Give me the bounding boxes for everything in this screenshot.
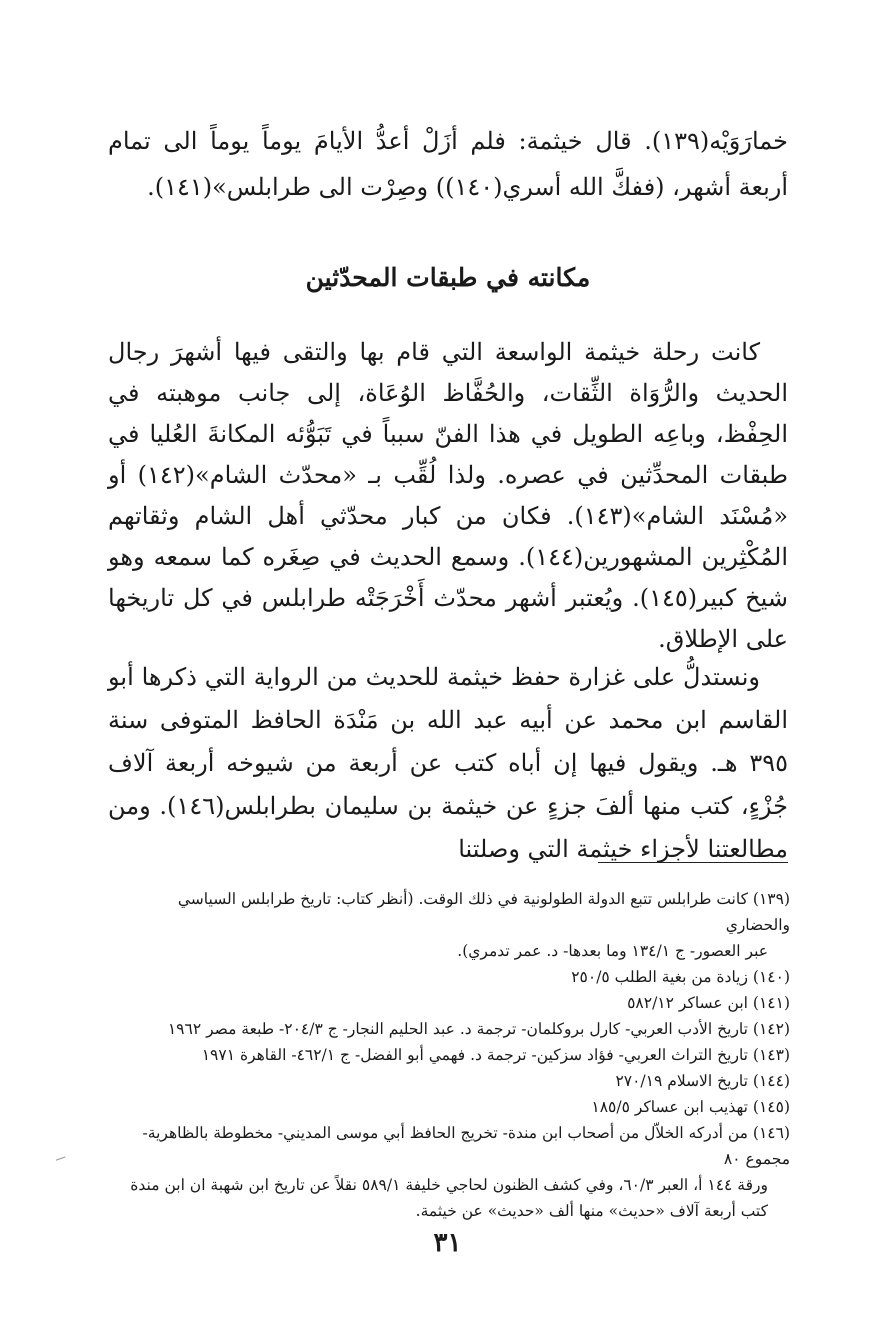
footnote-continuation: ورقة ١٤٤ أ، العبر ٦٠/٣، وفي كشف الظنون لحاجي خليفة ٥٨٩/١ نقلاً عن تاريخ ابن شهبة ان ابن مندة كتب أربعة آلاف «حديث» منها ألف «حديث» عن خيثمة. [130, 1176, 768, 1220]
footnote-text: (١٤٣) تاريخ التراث العربي- فؤاد سزكين- ترجمة د. فهمي أبو الفضل- ج ٤٦٢/١- القاهرة ١٩٧١ [201, 1046, 790, 1064]
margin-mark [56, 1156, 66, 1162]
footnote-140 [110, 964, 790, 990]
footnote-separator [598, 862, 788, 863]
footnote-text: (١٤٠) زيادة من بغية الطلب ٢٥٠/٥ [571, 968, 790, 986]
footnote-142 [110, 1016, 790, 1042]
footnote-text: (١٤٤) تاريخ الاسلام ٢٧٠/١٩ [615, 1072, 790, 1090]
footnote-145 [110, 1094, 790, 1120]
footnote-text: (١٣٩) كانت طرابلس تتبع الدولة الطولونية في ذلك الوقت. (أنظر كتاب: تاريخ طرابلس السياسي والحضاري [177, 890, 790, 934]
intro-paragraph: خمارَوَيْه(١٣٩). قال خيثمة: فلم أزَلْ أعدُّ الأيامَ يوماً يوماً الى تمام أربعة أشهر، (ففكَّ الله أسري(١٤٠)) وصِرْت الى طرابلس»(١٤١). [108, 127, 788, 201]
footnote-146 [110, 1120, 790, 1224]
footnote-144 [110, 1068, 790, 1094]
footnote-text: (١٤٥) تهذيب ابن عساكر ١٨٥/٥ [591, 1098, 790, 1116]
footnote-continuation: عبر العصور- ج ١٣٤/١ وما بعدها- د. عمر تدمري). [457, 942, 768, 960]
page-number: ٣١ [433, 1228, 462, 1258]
footnote-text: (١٤٦) من أدركه الخلاّل من أصحاب ابن مندة- تخريج الحافظ أبي موسى المديني- مخطوطة بالظاهرية- مجموع ٨٠ [142, 1124, 790, 1168]
footnote-141 [110, 990, 790, 1016]
footnote-139 [110, 886, 790, 964]
body-paragraph-2: ونستدلُّ على غزارة حفظ خيثمة للحديث من الرواية التي ذكرها أبو القاسم ابن محمد عن أبيه عبد الله بن مَنْدَة الحافظ المتوفى سنة ٣٩٥ هـ. ويقول فيها إن أباه كتب عن أربعة من شيوخه أربعة آلاف جُزْءٍ، كتب منها ألفَ جزءٍ عن خيثمة بن سليمان بطرابلس(١٤٦). ومن مطالعتنا لأجزاء خيثمة التي وصلتنا [108, 663, 788, 863]
body-paragraph-1: كانت رحلة خيثمة الواسعة التي قام بها والتقى فيها أشهرَ رجال الحديث والرُّوَاة الثِّقات، والحُفَّاظ الوُعَاة، إلى جانب موهبته في الحِفْظ، وباعِه الطويل في هذا الفنّ سبباً في تَبَوُّئه المكانةَ العُليا في طبقات المحدِّثين في عصره. ولذا لُقِّب بـ «محدّث الشام»(١٤٢) أو «مُسْنَد الشام»(١٤٣). فكان من كبار محدّثي أهل الشام وثقاتهم المُكْثِرين المشهورين(١٤٤). وسمع الحديث في صِغَره كما سمعه وهو شيخ كبير(١٤٥). ويُعتبر أشهر محدّث أَخْرَجَتْه طرابلس في كل تاريخها على الإطلاق. [108, 338, 789, 653]
footnote-text: (١٤٢) تاريخ الأدب العربي- كارل بروكلمان- ترجمة د. عبد الحليم النجار- ج ٢٠٤/٣- طبعة مصر ١٩٦٢ [167, 1020, 790, 1038]
footnotes-list [110, 886, 790, 1224]
section-heading: مكانته في طبقات المحدّثين [305, 263, 591, 292]
footnote-143 [110, 1042, 790, 1068]
footnote-text: (١٤١) ابن عساكر ٥٨٢/١٢ [627, 994, 790, 1012]
